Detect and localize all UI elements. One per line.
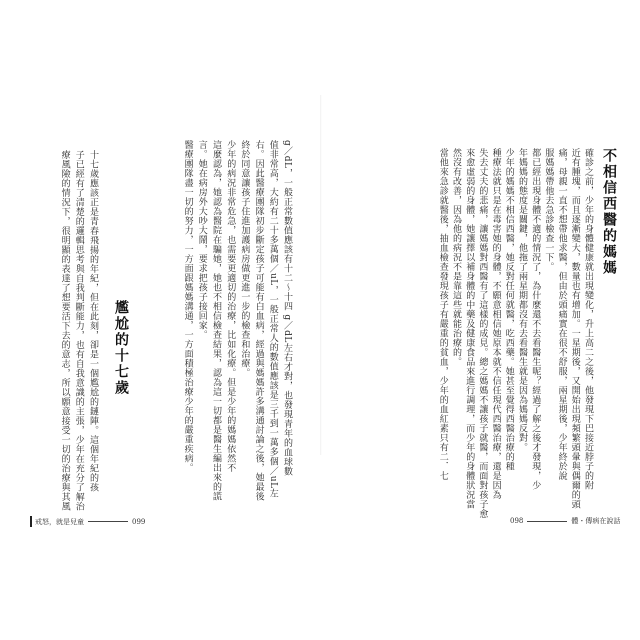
text-column: 痛，母親一直不想帶他求醫，但由於頭痛實在很不舒服，兩星期後，少年終於說 bbox=[556, 148, 567, 481]
text-column: 值非常高，大約有二十多萬個／uL，一般正常人的數值應該是三千到一萬多個／uL左 bbox=[267, 140, 278, 499]
text-column: 失去丈夫的悲痛，讓媽媽對西醫有了這樣的成見。總之媽媽不讓孩子就醫，而面對孩子愈 bbox=[477, 148, 488, 519]
section-heading-distrust: 不相信西醫的媽媽 bbox=[601, 148, 617, 276]
text-column: 近有腫塊，而且逐漸變大，數量也有增加。一星期後，又開始出現頻繁頭暈與偶爾的頭 bbox=[569, 148, 580, 509]
text-column: 醫療團隊盡一切的努力，一方面跟媽媽溝通，一方面積極治療少年的嚴重疾病。 bbox=[182, 140, 193, 473]
text-column: 少年的媽媽不相信西醫，她反對任何就醫，吃西藥。她甚至覺得西醫治療的種 bbox=[503, 148, 514, 471]
text-column: 少年的病況非常危急，也需要更適切的治療，比如化療。但是少年的媽媽依然不 bbox=[225, 140, 236, 473]
text-column: 服媽媽帶他去急診檢查一下。 bbox=[543, 148, 554, 272]
text-column: 當他來急診就醫後，抽血檢查發現孩子有嚴重的貧血，少年的血紅素只有二．七 bbox=[437, 148, 448, 481]
text-column: 右。因此醫療團隊初步斷定孩子可能有白血病，經過與媽媽許多溝通討論之後，她最後 bbox=[253, 140, 264, 501]
text-column: 終於同意讓孩子住進加護病房做更進一步的檢查和治療。 bbox=[239, 140, 250, 378]
text-column: 年媽媽的態度是關鍵，他拖了兩星期都沒有去看醫生就是因為媽媽反對。 bbox=[517, 148, 527, 452]
text-column: 來愈虛弱的身體，她讓擇以補身體的中藥及健康食品來進行調理，而少年的身體狀況當 bbox=[464, 148, 475, 509]
page-number: 098 bbox=[510, 517, 524, 525]
text-column: 然沒有改善，因為他的病況不是靠這些就能治療的。 bbox=[451, 148, 461, 367]
footer-bar bbox=[30, 516, 32, 527]
text-column: 十七歲應該正是青春飛揚的年紀，但在此刻，卻是一個尷尬的鏈陣。這個年紀的孩 bbox=[88, 150, 98, 492]
book-title: 戒怒，就是兒童 bbox=[35, 517, 84, 526]
text-column: g／dL，一般正常數值應該有十二～十四 g／dL左右才對，也發現青年的血球數 bbox=[282, 140, 292, 476]
text-column: 種療法就只是在毒害她的身體，不願意相信她原本就不信任現代西醫治療，還是因為 bbox=[490, 148, 501, 500]
text-column: 這麼認為，她認為醫院在騙她，她也不相信檢查結果，認為這一切都是醫生編出來的謊 bbox=[211, 140, 221, 501]
text-column: 確診之前，少年的身體健康就出現變化，升上高二之後，他發現下巴接近脖子的附 bbox=[583, 148, 593, 490]
text-column: 都已經出現身體不適的情況了，為什麼還不去看醫生呢？經過了解之後才發現，少 bbox=[530, 148, 541, 490]
text-column: 子已經有了清楚的邏輯思考與自我判斷能力，也有自我意識的主張，少年在充分了解治 bbox=[73, 150, 84, 511]
right-page-footer bbox=[510, 516, 620, 526]
right-page bbox=[320, 0, 640, 640]
footer-rule bbox=[88, 521, 128, 522]
section-heading-awkward-seventeen: 尷尬的十七歲 bbox=[113, 300, 129, 396]
text-column: 療風險的情況下，很明顯的表達了想要活下去的意志，所以願意接受一切的治療與其風 bbox=[59, 150, 70, 511]
book-title: 體・傳病在說話 bbox=[571, 517, 621, 525]
page-number: 099 bbox=[132, 517, 146, 526]
footer-rule bbox=[527, 521, 567, 522]
text-column: 言。她在病房外大吵大鬧，要求把孩子接回家。 bbox=[196, 140, 207, 340]
left-page-footer bbox=[30, 516, 145, 527]
